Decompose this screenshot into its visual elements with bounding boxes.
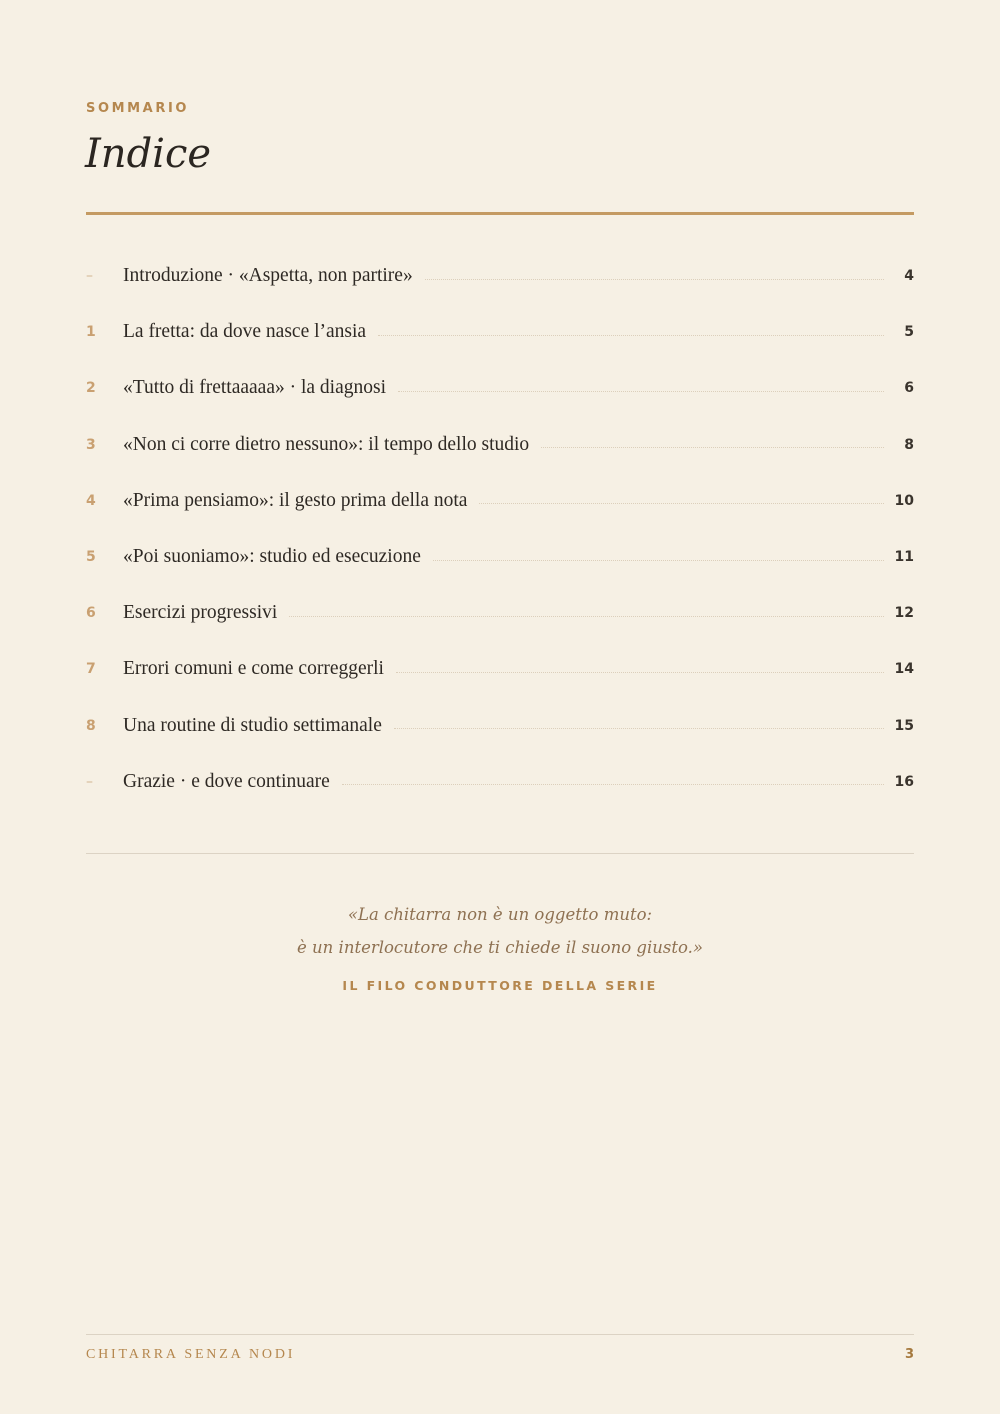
toc-entry-page: 16 — [894, 773, 914, 790]
dot-leader — [479, 503, 884, 504]
dot-leader — [433, 560, 884, 561]
toc-entry[interactable] — [86, 417, 914, 473]
toc-entry[interactable] — [86, 304, 914, 360]
epigraph-quote — [86, 898, 914, 964]
toc-entry[interactable] — [86, 754, 914, 810]
title-divider — [86, 212, 914, 215]
toc-entry-title: «Poi suoniamo»: studio ed esecuzione — [123, 546, 421, 568]
toc-entry-page: 5 — [904, 324, 914, 341]
toc-entry-number: 7 — [86, 661, 96, 678]
dot-leader — [289, 616, 884, 617]
toc-entry-number: 6 — [86, 605, 96, 622]
section-eyebrow: SOMMARIO — [86, 101, 190, 116]
toc-entry-title: Errori comuni e come correggerli — [123, 658, 384, 680]
quote-line-2: è un interlocutore che ti chiede il suono giusto.» — [297, 938, 703, 957]
toc-entry-number: – — [86, 268, 93, 285]
toc-entry-number: 3 — [86, 436, 96, 453]
toc-entry-page: 8 — [904, 436, 914, 453]
toc-entry-number: 8 — [86, 717, 96, 734]
toc-entry[interactable] — [86, 585, 914, 641]
toc-entry-title: «Non ci corre dietro nessuno»: il tempo dello studio — [123, 433, 530, 455]
toc-entry-page: 10 — [894, 492, 914, 509]
footer-divider — [86, 1334, 914, 1335]
toc-entry-title: La fretta: da dove nasce l’ansia — [123, 321, 367, 343]
toc-entry-title: Una routine di studio settimanale — [123, 714, 382, 736]
dot-leader — [425, 279, 884, 280]
toc-entry[interactable] — [86, 529, 914, 585]
dot-leader — [396, 672, 884, 673]
toc-entry-title: Introduzione · «Aspetta, non partire» — [123, 265, 413, 287]
dot-leader — [378, 335, 884, 336]
toc-entry-page: 6 — [904, 380, 914, 397]
toc-entry-page: 12 — [894, 605, 914, 622]
dot-leader — [541, 447, 884, 448]
dot-leader — [394, 728, 884, 729]
toc-entry-page: 11 — [894, 549, 914, 566]
toc-entry-number: – — [86, 773, 93, 790]
quote-attribution: IL FILO CONDUTTORE DELLA SERIE — [342, 978, 658, 993]
toc-entry[interactable] — [86, 473, 914, 529]
quote-divider — [86, 853, 914, 854]
toc-entry-page: 15 — [894, 717, 914, 734]
table-of-contents — [86, 248, 914, 810]
toc-entry[interactable] — [86, 360, 914, 416]
toc-entry-title: «Tutto di frettaaaaa» · la diagnosi — [123, 377, 387, 399]
toc-entry-title: Esercizi progressivi — [123, 602, 278, 624]
toc-entry-number: 1 — [86, 324, 96, 341]
document-page — [86, 0, 914, 1414]
quote-line-1: «La chitarra non è un oggetto muto: — [347, 905, 653, 924]
toc-entry-number: 5 — [86, 549, 96, 566]
toc-entry-page: 4 — [904, 268, 914, 285]
dot-leader — [398, 391, 884, 392]
toc-entry[interactable] — [86, 248, 914, 304]
running-footer-title: CHITARRA SENZA NODI — [86, 1347, 296, 1362]
dot-leader — [342, 784, 884, 785]
toc-entry-number: 2 — [86, 380, 96, 397]
toc-entry[interactable] — [86, 641, 914, 697]
page-title: Indice — [85, 131, 212, 177]
page-number: 3 — [904, 1347, 914, 1362]
toc-entry-title: «Prima pensiamo»: il gesto prima della nota — [123, 489, 468, 511]
toc-entry[interactable] — [86, 698, 914, 754]
toc-entry-number: 4 — [86, 492, 96, 509]
toc-entry-page: 14 — [894, 661, 914, 678]
toc-entry-title: Grazie · e dove continuare — [123, 770, 330, 792]
